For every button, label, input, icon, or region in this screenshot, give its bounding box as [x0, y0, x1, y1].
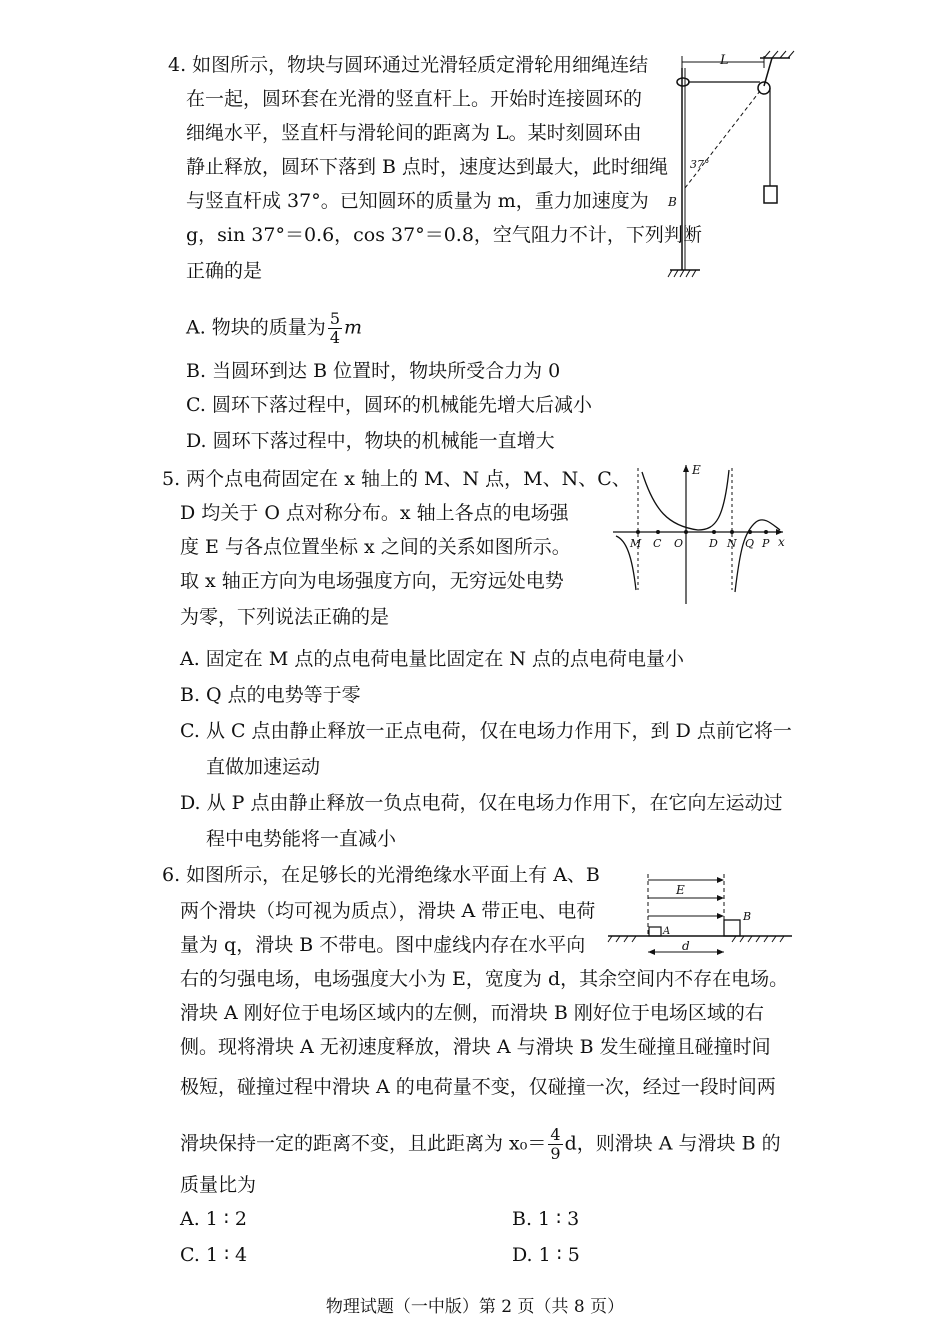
block-b-icon	[724, 920, 740, 936]
q5-option-d-cont: 程中电势能将一直减小	[206, 828, 397, 850]
label-Q: Q	[745, 537, 755, 550]
q6-option-c: C. 1 ∶ 4	[180, 1244, 248, 1266]
q6-option-a: A. 1 ∶ 2	[180, 1208, 248, 1230]
q5-option-b: B. Q 点的电势等于零	[180, 684, 361, 706]
label-D: D	[709, 537, 718, 550]
q6-line: 量为 q，滑块 B 不带电。图中虚线内存在水平向	[180, 934, 586, 956]
q4-line: 正确的是	[186, 260, 263, 282]
block-icon	[764, 186, 777, 203]
q4-option-a: A. 物块的质量为 $\frac{5}{4}$ m	[186, 309, 363, 347]
q6-figure	[606, 866, 796, 966]
label-angle: 37°	[690, 158, 710, 171]
q4-line: 与竖直杆成 37°。已知圆环的质量为 m，重力加速度为	[186, 190, 649, 212]
q6-option-d: D. 1 ∶ 5	[512, 1244, 580, 1266]
q6-line: 滑块 A 刚好位于电场区域内的左侧，而滑块 B 刚好位于电场区域的右	[180, 1002, 764, 1024]
label-L: L	[720, 53, 729, 68]
label-M: M	[630, 537, 642, 550]
q5-line: 5. 两个点电荷固定在 x 轴上的 M、N 点，M、N、C、	[162, 468, 631, 490]
label-d: d	[682, 939, 690, 953]
label-P: P	[762, 537, 770, 550]
q6-line: 质量比为	[180, 1174, 257, 1196]
fraction: $\frac{4}{9}$	[550, 1125, 561, 1163]
label-C: C	[653, 537, 662, 550]
q6-line: 极短，碰撞过程中滑块 A 的电荷量不变，仅碰撞一次，经过一段时间两	[180, 1076, 776, 1098]
label-B: B	[668, 195, 677, 209]
q6-line: 两个滑块（均可视为质点），滑块 A 带正电、电荷	[180, 900, 596, 922]
q4-line: 在一起，圆环套在光滑的竖直杆上。开始时连接圆环的	[186, 88, 643, 110]
q5-option-a: A. 固定在 M 点的点电荷电量比固定在 N 点的点电荷电量小	[180, 648, 685, 670]
q4-option-c: C. 圆环下落过程中，圆环的机械能先增大后减小	[186, 394, 592, 416]
q4-line: 4. 如图所示，物块与圆环通过光滑轻质定滑轮用细绳连结	[168, 54, 649, 76]
q4-line: g，sin 37°＝0.6，cos 37°＝0.8，空气阻力不计，下列判断	[186, 224, 702, 246]
q6-line: 侧。现将滑块 A 无初速度释放，滑块 A 与滑块 B 发生碰撞且碰撞时间	[180, 1036, 771, 1058]
label-N: N	[727, 537, 737, 550]
block-a-icon	[649, 927, 661, 936]
ring-icon	[677, 78, 689, 86]
q6-line: 右的匀强电场，电场强度大小为 E，宽度为 d，其余空间内不存在电场。	[180, 968, 789, 990]
q5-line: 为零，下列说法正确的是	[180, 606, 390, 628]
label-O: O	[674, 537, 684, 550]
q5-figure	[608, 460, 788, 610]
q4-option-d: D. 圆环下落过程中，物块的机械能一直增大	[186, 430, 555, 452]
q5-line: D 均关于 O 点对称分布。x 轴上各点的电场强	[180, 502, 569, 524]
q5-line: 度 E 与各点位置坐标 x 之间的关系如图所示。	[180, 536, 571, 558]
label-E: E	[676, 883, 685, 897]
q5-line: 取 x 轴正方向为电场强度方向，无穷远处电势	[180, 570, 564, 592]
q5-option-c-cont: 直做加速运动	[206, 756, 321, 778]
label-E: E	[692, 463, 701, 477]
q5-option-d: D. 从 P 点由静止释放一负点电荷，仅在电场力作用下，在它向左运动过	[180, 792, 783, 814]
q5-option-c: C. 从 C 点由静止释放一正点电荷，仅在电场力作用下，到 D 点前它将一	[180, 720, 792, 742]
q4-line: 静止释放，圆环下落到 B 点时，速度达到最大，此时细绳	[186, 156, 669, 178]
q4-line: 细绳水平，竖直杆与滑轮间的距离为 L。某时刻圆环由	[186, 122, 642, 144]
q4-figure	[660, 48, 800, 288]
q6-line: 6. 如图所示，在足够长的光滑绝缘水平面上有 A、B	[162, 864, 600, 886]
page-footer: 物理试题（一中版）第 2 页（共 8 页）	[325, 1297, 625, 1317]
fraction: $\frac{5}{4}$	[329, 309, 340, 347]
q6-option-b: B. 1 ∶ 3	[512, 1208, 580, 1230]
q6-line-8: 滑块保持一定的距离不变，且此距离为 x₀＝ $\frac{4}{9}$ d，则滑块 A 与滑块 B 的	[180, 1125, 781, 1163]
label-B: B	[743, 910, 752, 923]
label-x: x	[778, 535, 785, 549]
label-A: A	[663, 926, 671, 937]
q4-option-b: B. 当圆环到达 B 位置时，物块所受合力为 0	[186, 360, 561, 382]
